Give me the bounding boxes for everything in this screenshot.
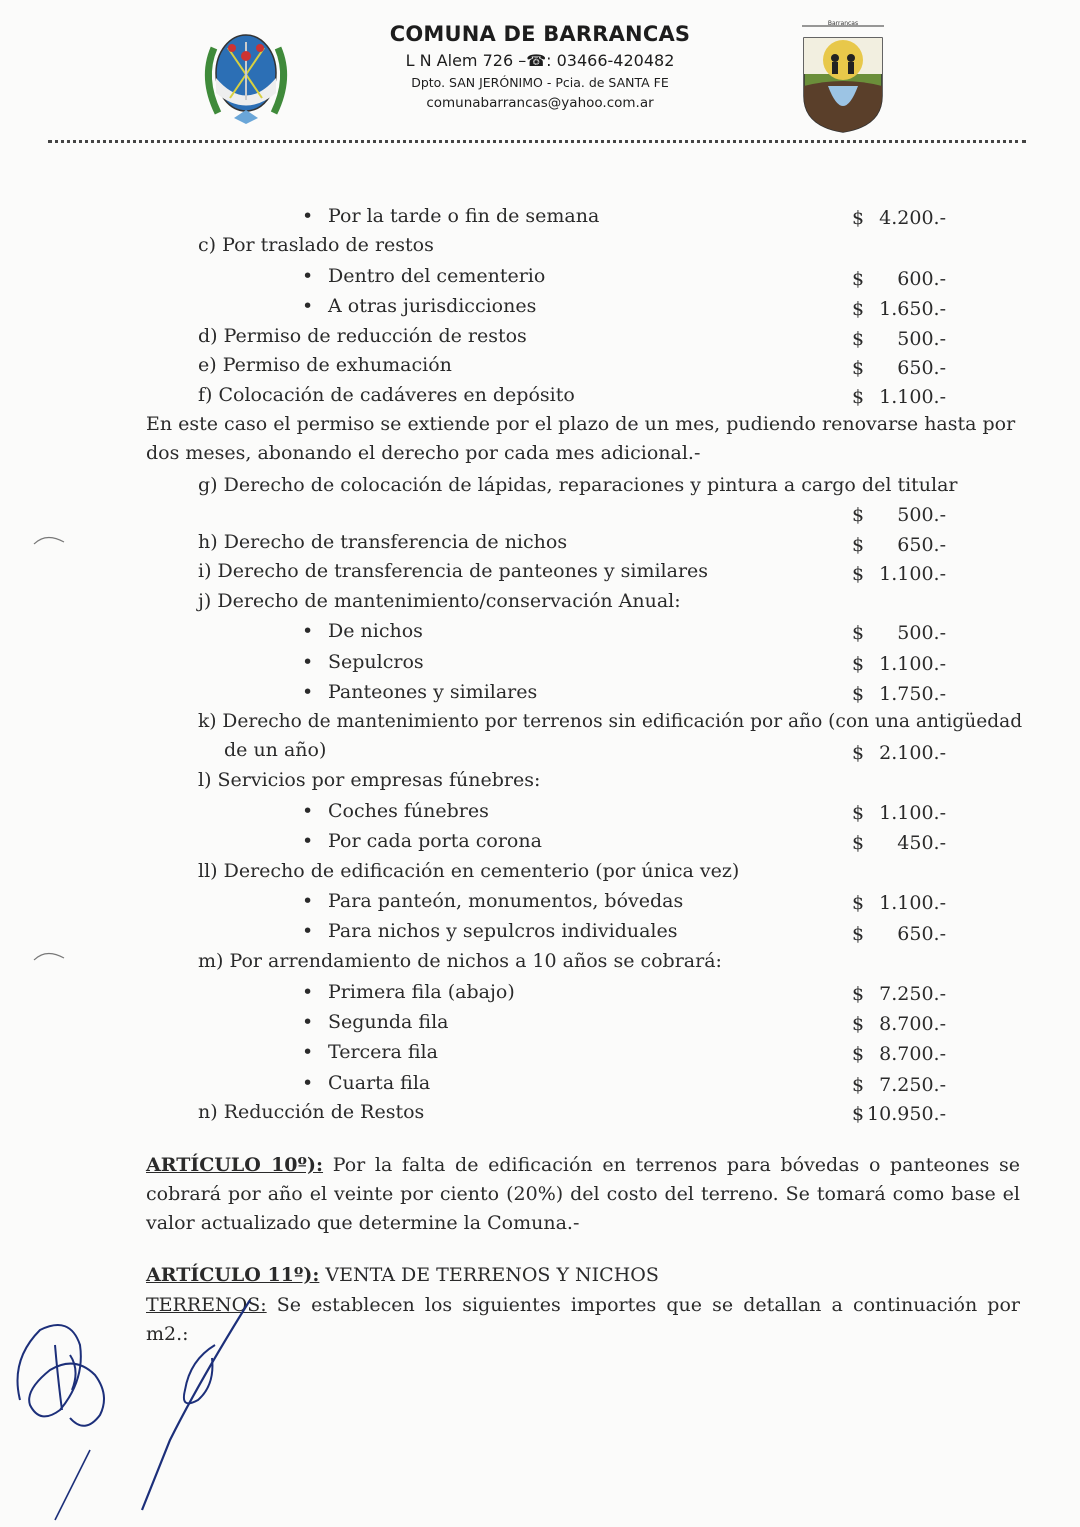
- currency-sign: $: [852, 683, 865, 705]
- amount: 650.-: [897, 923, 946, 945]
- list-item: h) Derecho de transferencia de nichos: [198, 531, 568, 553]
- bullet-icon: •: [302, 295, 314, 317]
- terrenos-label: TERRENOS:: [146, 1294, 267, 1316]
- amount: 4.200.-: [879, 207, 946, 229]
- list-item: Segunda fila: [328, 1011, 449, 1033]
- margin-mark-icon: [30, 530, 70, 550]
- bullet-icon: •: [302, 205, 314, 227]
- amount: 7.250.-: [879, 983, 946, 1005]
- amount: 2.100.-: [879, 742, 946, 764]
- amount: 1.100.-: [879, 563, 946, 585]
- bullet-icon: •: [302, 830, 314, 852]
- amount: 500.-: [897, 622, 946, 644]
- currency-sign: $: [852, 742, 865, 764]
- currency-sign: $: [852, 892, 865, 914]
- list-item: d) Permiso de reducción de restos: [198, 325, 527, 347]
- list-item: j) Derecho de mantenimiento/conservación Anual:: [198, 590, 681, 612]
- list-item: f) Colocación de cadáveres en depósito: [198, 384, 575, 406]
- handwritten-signature-icon: [0, 1300, 260, 1527]
- list-item: l) Servicios por empresas fúnebres:: [198, 769, 541, 791]
- bullet-icon: •: [302, 620, 314, 642]
- bullet-icon: •: [302, 1041, 314, 1063]
- currency-sign: $: [852, 923, 865, 945]
- currency-sign: $: [852, 328, 865, 350]
- terrenos-line: [146, 1291, 1020, 1349]
- amount: 1.750.-: [879, 683, 946, 705]
- list-item: k) Derecho de mantenimiento por terrenos sin edificación por año (con una antigüedad: [198, 711, 1023, 732]
- amount: 10.950.-: [867, 1103, 946, 1125]
- currency-sign: $: [852, 622, 865, 644]
- currency-sign: $: [852, 357, 865, 379]
- list-item: Por la tarde o fin de semana: [328, 205, 600, 227]
- amount: 1.100.-: [879, 802, 946, 824]
- note-paragraph: En este caso el permiso se extiende por el plazo de un mes, pudiendo renovarse hasta por dos meses, abonando el derecho por cada mes adicional.-: [146, 413, 1016, 464]
- amount: 650.-: [897, 534, 946, 556]
- amount: 1.100.-: [879, 892, 946, 914]
- list-item: n) Reducción de Restos: [198, 1101, 425, 1123]
- org-name: COMUNA DE BARRANCAS: [389, 22, 691, 46]
- shield-label: Barrancas: [827, 20, 859, 27]
- currency-sign: $: [852, 653, 865, 675]
- amount: 650.-: [897, 357, 946, 379]
- currency-sign: $: [852, 832, 865, 854]
- list-item: De nichos: [328, 620, 423, 642]
- list-item: Tercera fila: [328, 1041, 438, 1063]
- list-item: g) Derecho de colocación de lápidas, reparaciones y pintura a cargo del titular: [198, 474, 958, 496]
- margin-mark-icon: [30, 946, 70, 966]
- article-10-text: Por la falta de edificación en terrenos para bóvedas o panteones se cobrará por año el veinte por ciento (20%) del costo del terreno. Se tomará como base el valor actualizado que determine la Comuna.-: [146, 1154, 1020, 1234]
- org-address: L N Alem 726 –☎: 03466-420482: [405, 51, 675, 70]
- amount: 8.700.-: [879, 1013, 946, 1035]
- letterhead: [0, 0, 1080, 150]
- list-item: c) Por traslado de restos: [198, 234, 434, 256]
- list-item: Sepulcros: [328, 651, 424, 673]
- bullet-icon: •: [302, 265, 314, 287]
- article-10: [146, 1151, 1020, 1238]
- bullet-icon: •: [302, 651, 314, 673]
- list-item: Para nichos y sepulcros individuales: [328, 920, 678, 942]
- currency-sign: $: [852, 1074, 865, 1096]
- list-item: e) Permiso de exhumación: [198, 354, 452, 376]
- currency-sign: $: [852, 298, 865, 320]
- org-department: Dpto. SAN JERÓNIMO - Pcia. de SANTA FE: [411, 75, 669, 90]
- header-divider: [48, 140, 1026, 143]
- currency-sign: $: [852, 983, 865, 1005]
- bullet-icon: •: [302, 920, 314, 942]
- list-item: i) Derecho de transferencia de panteones y similares: [198, 560, 709, 582]
- amount: 1.100.-: [879, 386, 946, 408]
- currency-sign: $: [852, 802, 865, 824]
- list-item: Primera fila (abajo): [328, 981, 515, 1003]
- bullet-icon: •: [302, 1011, 314, 1033]
- list-item: Por cada porta corona: [328, 830, 542, 852]
- article-11-text: VENTA DE TERRENOS Y NICHOS: [319, 1264, 659, 1286]
- bullet-icon: •: [302, 1072, 314, 1094]
- bullet-icon: •: [302, 800, 314, 822]
- article-11: [146, 1261, 1020, 1290]
- currency-sign: $: [852, 1013, 865, 1035]
- list-item: de un año): [224, 739, 327, 761]
- currency-sign: $: [852, 207, 865, 229]
- bullet-icon: •: [302, 890, 314, 912]
- amount: 7.250.-: [879, 1074, 946, 1096]
- list-item: Para panteón, monumentos, bóvedas: [328, 890, 684, 912]
- article-11-label: ARTÍCULO 11º):: [146, 1264, 320, 1286]
- list-item: Panteones y similares: [328, 681, 538, 703]
- currency-sign: $: [852, 563, 865, 585]
- list-item: Coches fúnebres: [328, 800, 489, 822]
- list-item: A otras jurisdicciones: [328, 295, 537, 317]
- list-item: m) Por arrendamiento de nichos a 10 años se cobrará:: [198, 950, 722, 972]
- list-item: Cuarta fila: [328, 1072, 431, 1094]
- org-email: comunabarrancas@yahoo.com.ar: [426, 95, 654, 111]
- amount: 500.-: [897, 504, 946, 526]
- currency-sign: $: [852, 534, 865, 556]
- amount: 1.100.-: [879, 653, 946, 675]
- amount: 500.-: [897, 328, 946, 350]
- currency-sign: $: [852, 1043, 865, 1065]
- currency-sign: $: [852, 268, 865, 290]
- list-item: Dentro del cementerio: [328, 265, 546, 287]
- terrenos-text: Se establecen los siguientes importes que se detallan a continuación por m2.:: [146, 1294, 1020, 1345]
- amount: 600.-: [897, 268, 946, 290]
- amount: 8.700.-: [879, 1043, 946, 1065]
- currency-sign: $: [852, 1103, 865, 1125]
- province-seal-icon: [196, 18, 296, 128]
- currency-sign: $: [852, 504, 865, 526]
- bullet-icon: •: [302, 981, 314, 1003]
- bullet-icon: •: [302, 681, 314, 703]
- amount: 450.-: [897, 832, 946, 854]
- barrancas-shield-icon: [800, 16, 886, 134]
- currency-sign: $: [852, 386, 865, 408]
- amount: 1.650.-: [879, 298, 946, 320]
- letterhead-text: [380, 22, 700, 111]
- article-10-label: ARTÍCULO 10º):: [146, 1154, 324, 1176]
- list-item: ll) Derecho de edificación en cementerio (por única vez): [198, 860, 740, 882]
